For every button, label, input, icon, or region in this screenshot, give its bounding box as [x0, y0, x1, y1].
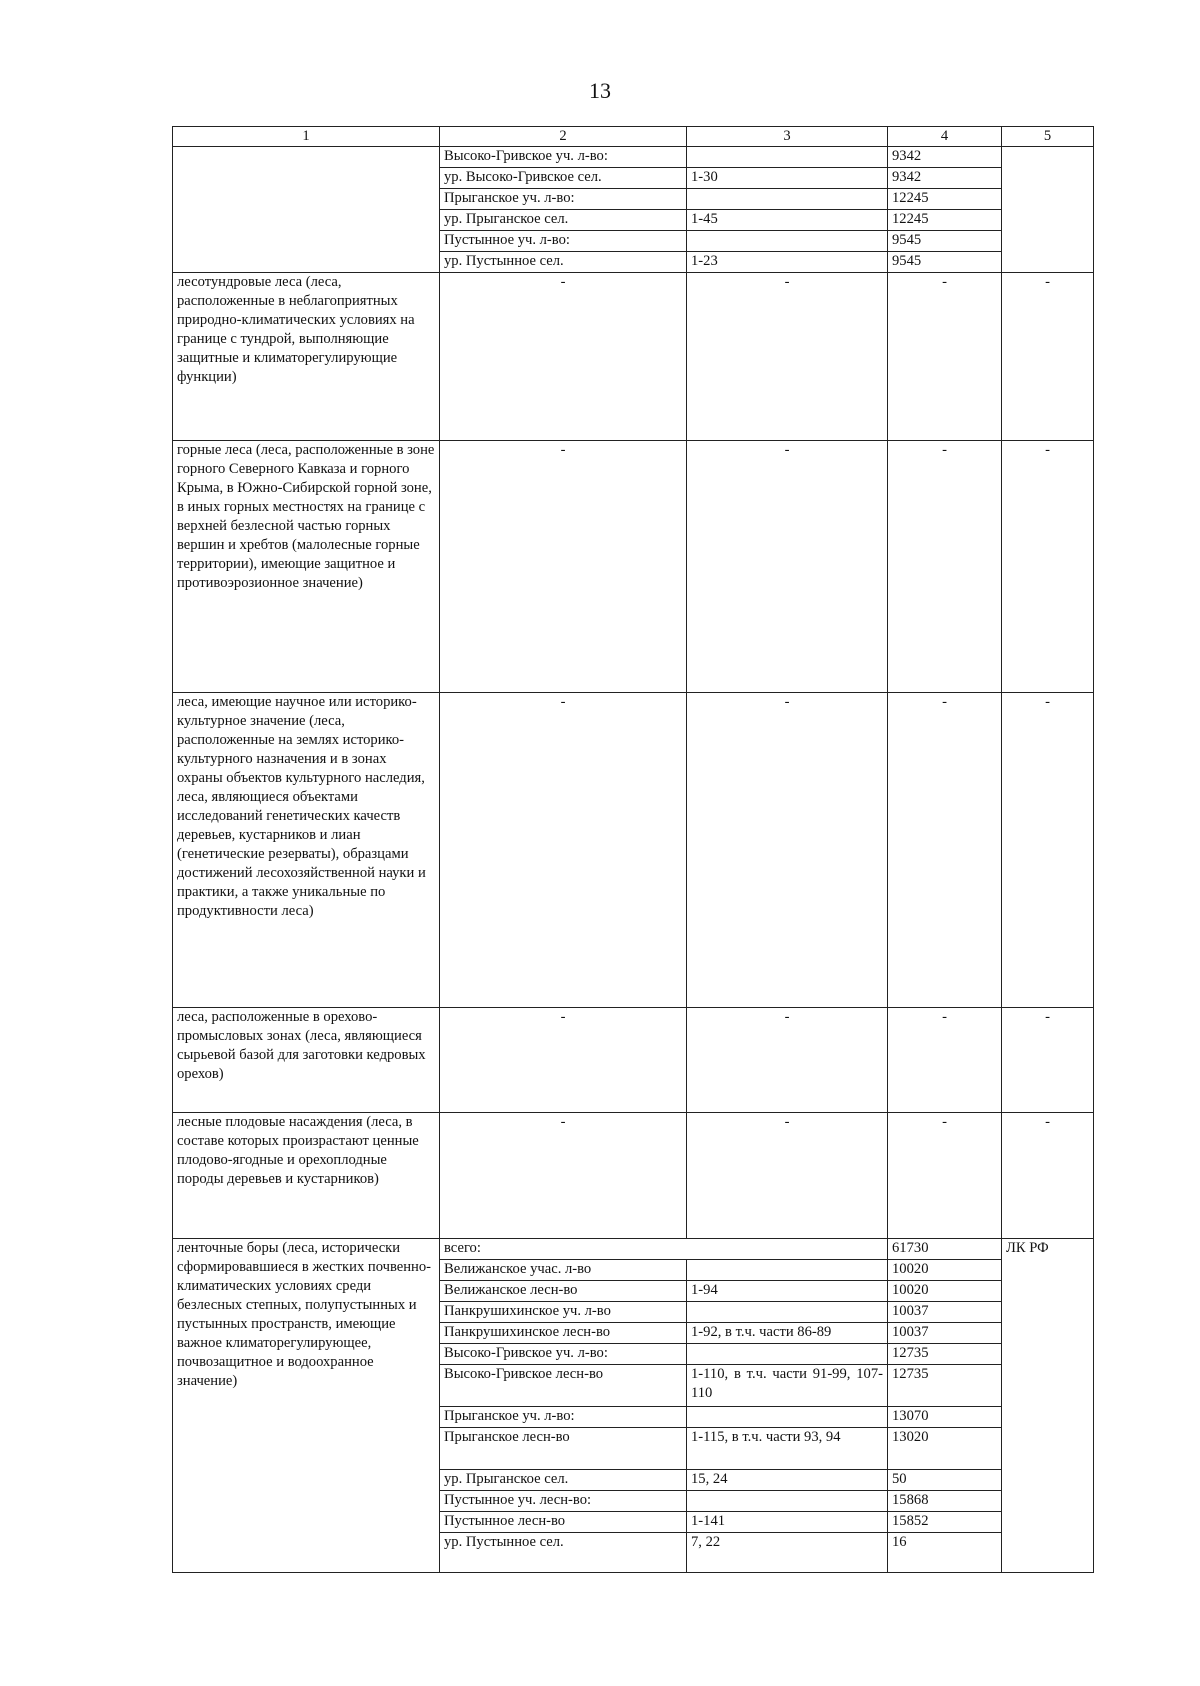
category-col-2: - — [440, 273, 687, 441]
row-quarters: 1-30 — [687, 168, 888, 189]
row-name: Прыганское лесн-во — [440, 1428, 687, 1470]
category-col-5: - — [1002, 1008, 1094, 1113]
category-col-2: - — [440, 441, 687, 693]
category-col-4: - — [888, 1113, 1002, 1239]
row-name: Велижанское лесн-во — [440, 1281, 687, 1302]
row-quarters — [687, 189, 888, 210]
row-quarters — [687, 1407, 888, 1428]
category-row — [173, 1113, 1094, 1239]
ribbon-basis: ЛК РФ — [1002, 1239, 1094, 1573]
category-col-4: - — [888, 1008, 1002, 1113]
category-col-3: - — [687, 1113, 888, 1239]
row-quarters — [687, 231, 888, 252]
header-col-2: 2 — [440, 127, 687, 147]
row-name: Прыганское уч. л-во: — [440, 189, 687, 210]
row-area: 12735 — [888, 1365, 1002, 1407]
header-col-1: 1 — [173, 127, 440, 147]
row-name: Панкрушихинское уч. л-во — [440, 1302, 687, 1323]
row-name: ур. Пустынное сел. — [440, 252, 687, 273]
category-col-5: - — [1002, 441, 1094, 693]
row-area: 15852 — [888, 1512, 1002, 1533]
row-name: ур. Высоко-Гривское сел. — [440, 168, 687, 189]
row-quarters: 1-110, в т.ч. части 91-99, 107-110 — [687, 1365, 888, 1407]
row-area: 10037 — [888, 1323, 1002, 1344]
row-quarters — [687, 1260, 888, 1281]
ribbon-total-area: 61730 — [888, 1239, 1002, 1260]
category-row — [173, 273, 1094, 441]
row-area: 10020 — [888, 1281, 1002, 1302]
row-quarters: 1-92, в т.ч. части 86-89 — [687, 1323, 888, 1344]
row-area: 9545 — [888, 231, 1002, 252]
category-col-3: - — [687, 693, 888, 1008]
row-area: 12245 — [888, 210, 1002, 231]
row-quarters: 1-23 — [687, 252, 888, 273]
row-area: 12735 — [888, 1344, 1002, 1365]
row-area: 15868 — [888, 1491, 1002, 1512]
row-area: 50 — [888, 1470, 1002, 1491]
header-row — [173, 127, 1094, 147]
category-col-4: - — [888, 441, 1002, 693]
category-col-3: - — [687, 273, 888, 441]
row-quarters — [687, 1302, 888, 1323]
category-col-5: - — [1002, 693, 1094, 1008]
row-name: Пустынное уч. лесн-во: — [440, 1491, 687, 1512]
row-name: Велижанское учас. л-во — [440, 1260, 687, 1281]
row-area: 13020 — [888, 1428, 1002, 1470]
category-col-3: - — [687, 1008, 888, 1113]
row-name: Панкрушихинское лесн-во — [440, 1323, 687, 1344]
row-quarters — [687, 147, 888, 168]
category-col-2: - — [440, 1008, 687, 1113]
category-col-4: - — [888, 273, 1002, 441]
row-quarters: 1-94 — [687, 1281, 888, 1302]
row-name: Пустынное лесн-во — [440, 1512, 687, 1533]
category-col-3: - — [687, 441, 888, 693]
row-name: Пустынное уч. л-во: — [440, 231, 687, 252]
row-name: Высоко-Гривское лесн-во — [440, 1365, 687, 1407]
category-description: леса, расположенные в орехово-промысловых зонах (леса, являющиеся сырьевой базой для заготовки кедровых орехов) — [173, 1008, 440, 1113]
category-description: горные леса (леса, расположенные в зоне горного Северного Кавказа и горного Крыма, в Южно-Сибирской горной зоне, в иных горных местностях на границе с верхней безлесной частью горных вершин и хребтов (малолесные горные территории), имеющие защитное и противоэрозионное значение) — [173, 441, 440, 693]
category-col-2: - — [440, 1113, 687, 1239]
row-area: 10020 — [888, 1260, 1002, 1281]
category-col-4: - — [888, 693, 1002, 1008]
row-area: 10037 — [888, 1302, 1002, 1323]
ribbon-description: ленточные боры (леса, исторически сформировавшиеся в жестких почвенно-климатических условиях среди безлесных степных, полупустынных и пустынных пространств, имеющие важное климаторегулирующее, почвозащитное и водоохранное значение) — [173, 1239, 440, 1573]
category-description: леса, имеющие научное или историко-культурное значение (леса, расположенные на землях историко-культурного назначения и в зонах охраны объектов культурного наследия, леса, являющиеся объектами исследований генетических качеств деревьев, кустарников и лиан (генетические резерваты), образцами достижений лесохозяйственной науки и практики, а также уникальные по продуктивности леса) — [173, 693, 440, 1008]
row-name: ур. Пустынное сел. — [440, 1533, 687, 1573]
row-area: 9545 — [888, 252, 1002, 273]
page-number: 13 — [589, 78, 611, 103]
row-name: Прыганское уч. л-во: — [440, 1407, 687, 1428]
empty-category-cell — [173, 147, 440, 273]
header-col-5: 5 — [1002, 127, 1094, 147]
row-area: 16 — [888, 1533, 1002, 1573]
row-quarters: 7, 22 — [687, 1533, 888, 1573]
forest-table — [172, 126, 1094, 1573]
row-area: 13070 — [888, 1407, 1002, 1428]
row-area: 9342 — [888, 168, 1002, 189]
row-quarters — [687, 1491, 888, 1512]
category-col-2: - — [440, 693, 687, 1008]
row-name: Высоко-Гривское уч. л-во: — [440, 147, 687, 168]
row-quarters: 1-115, в т.ч. части 93, 94 — [687, 1428, 888, 1470]
ribbon-total-label: всего: — [440, 1239, 888, 1260]
row-area: 9342 — [888, 147, 1002, 168]
header-col-4: 4 — [888, 127, 1002, 147]
row-quarters: 15, 24 — [687, 1470, 888, 1491]
row-quarters: 1-45 — [687, 210, 888, 231]
table-row — [173, 147, 1094, 168]
category-row — [173, 1008, 1094, 1113]
row-area: 12245 — [888, 189, 1002, 210]
header-col-3: 3 — [687, 127, 888, 147]
category-col-5: - — [1002, 1113, 1094, 1239]
row-name: ур. Прыганское сел. — [440, 210, 687, 231]
category-col-5: - — [1002, 273, 1094, 441]
category-description: лесотундровые леса (леса, расположенные в неблагоприятных природно-климатических условиях на границе с тундрой, выполняющие защитные и климаторегулирующие функции) — [173, 273, 440, 441]
row-name: ур. Прыганское сел. — [440, 1470, 687, 1491]
category-description: лесные плодовые насаждения (леса, в составе которых произрастают ценные плодово-ягодные и орехоплодные породы деревьев и кустарников) — [173, 1113, 440, 1239]
category-row — [173, 693, 1094, 1008]
category-row — [173, 441, 1094, 693]
empty-basis-cell — [1002, 147, 1094, 273]
ribbon-total-row — [173, 1239, 1094, 1260]
row-name: Высоко-Гривское уч. л-во: — [440, 1344, 687, 1365]
row-quarters — [687, 1344, 888, 1365]
row-quarters: 1-141 — [687, 1512, 888, 1533]
